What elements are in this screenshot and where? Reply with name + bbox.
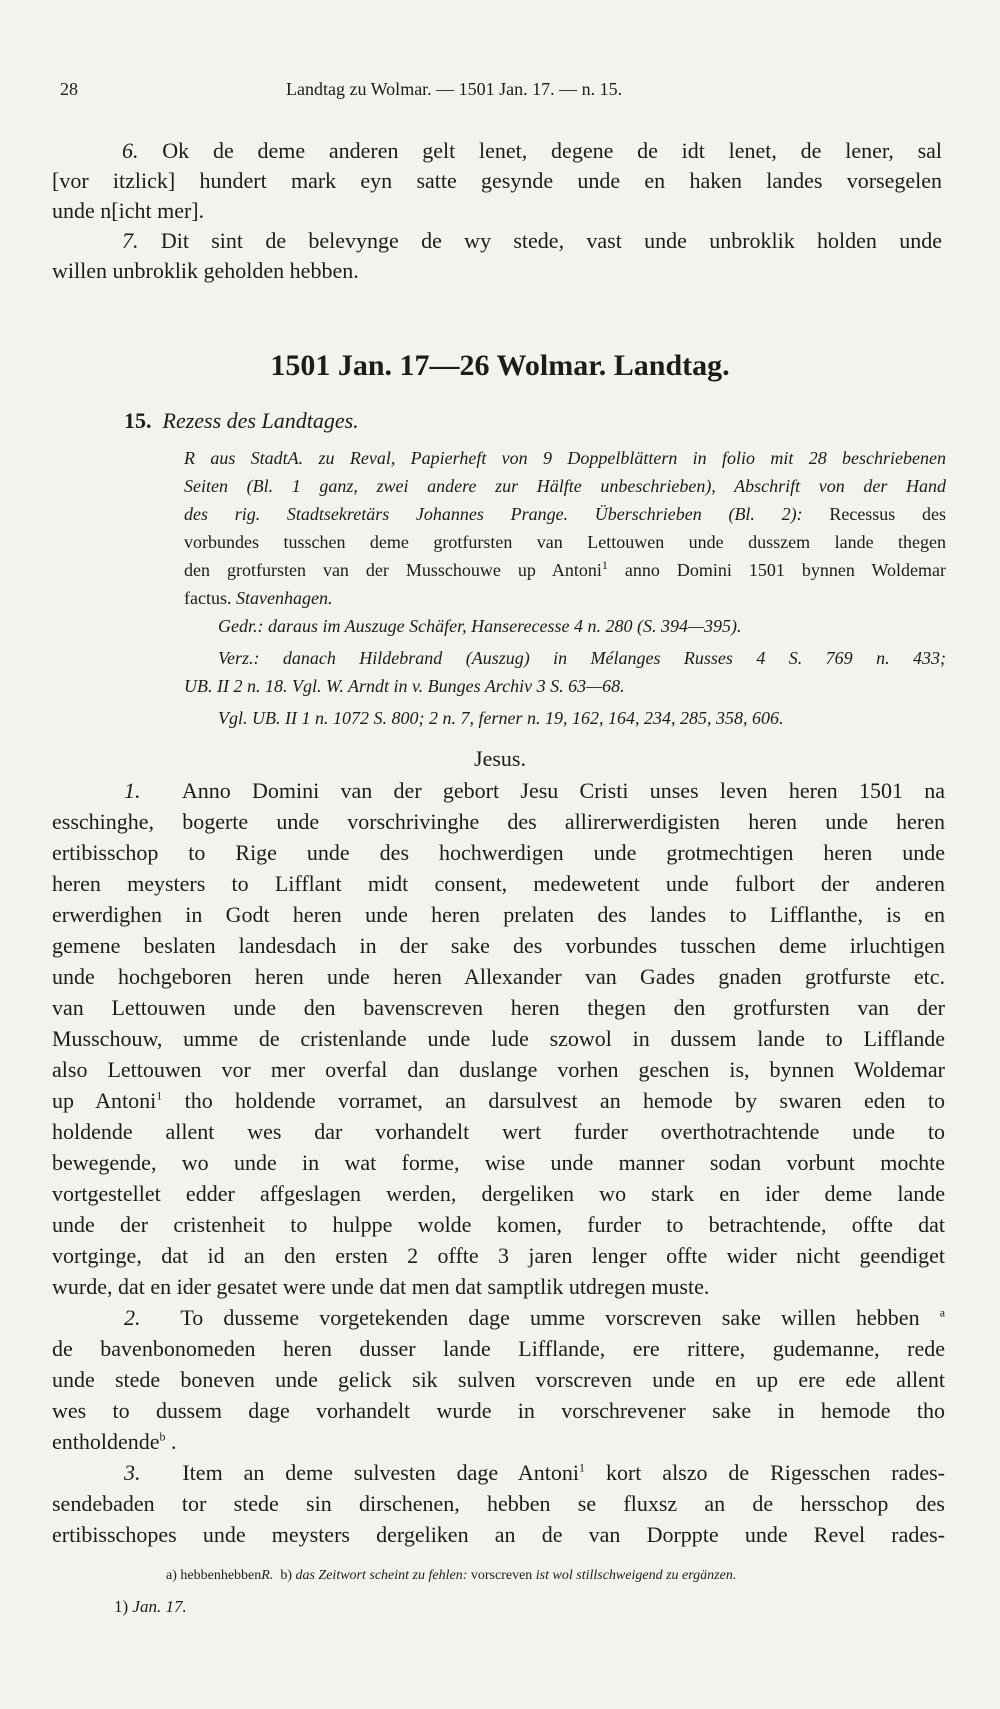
body-line: vortginge, dat id an den ersten 2 offte 3 jaren lenger offte wider nicht geendiget [52,1243,945,1268]
paragraph-6-line: 6. Ok de deme anderen gelt lenet, degene de idt lenet, de lener, sal [122,138,943,163]
body-line: de bavenbonomeden heren dusser lande Lifflande, ere rittere, gudemanne, rede [52,1336,945,1361]
body-line: bewegende, wo unde in wat forme, wise unde manner sodan vorbunt mochte [52,1150,945,1175]
body-line: unde der cristenheit to hulppe wolde komen, furder to betrachtende, offte dat [52,1212,945,1237]
body-line: ertibisschopes unde meysters dergeliken an de van Dorppte unde Revel rades- [52,1522,945,1547]
body-line: Musschouw, umme de cristenlande unde lude szowol in dussem lande to Lifflande [52,1026,945,1051]
source-line: R aus StadtA. zu Reval, Papierheft von 9 Doppelblättern in folio mit 28 beschriebenen [184,448,946,468]
source-line: des rig. Stadtsekretärs Johannes Prange. Überschrieben (Bl. 2): Recessus des [184,504,947,524]
paragraph-3-line: 3. Item an deme sulvesten dage Antoni$^1$ kort alszo de Rigesschen rades- [124,1460,945,1485]
doc-heading [124,406,359,436]
verz-line: UB. II 2 n. 18. Vgl. W. Arndt in v. Bunges Archiv 3 S. 63—68. [184,676,625,696]
invocation: Jesus. [474,746,526,771]
running-title: Landtag zu Wolmar. — 1501 Jan. 17. — n. 15. [286,79,623,99]
body-line: erwerdighen in Godt heren unde heren prelaten des landes to Lifflanthe, is en [52,902,945,927]
paragraph-line: unde n[icht mer]. [52,198,205,223]
gedr-note: Gedr.: daraus im Auszuge Schäfer, Hanserecesse 4 n. 280 (S. 394—395). [218,616,742,636]
body-line: vortgestellet edder affgeslagen werden, dergeliken wo stark en ider deme lande [52,1181,945,1206]
paragraph-line: [vor itzlick] hundert mark eyn satte gesynde unde en haken landes vorsegelen [52,168,942,193]
body-line: unde stede boneven unde gelick sik sulven vorscreven unde en up ere ede allent [52,1367,945,1392]
body-line: heren meysters to Lifflant midt consent, medewetent unde fulbort der anderen [52,871,945,896]
doc-number: 15. [124,408,152,433]
body-line: wurde, dat en ider gesatet were unde dat men dat samptlik utdregen muste. [52,1274,710,1299]
body-line: sendebaden tor stede sin dirschenen, hebben se fluxsz an de hersschop des [52,1491,945,1516]
body-line: gemene beslaten landesdach in der sake des vorbundes tusschen deme irluchtigen [52,933,945,958]
source-line: vorbundes tusschen deme grotfursten van Lettouwen unde dusszem lande thegen [184,532,946,552]
body-line: van Lettouwen unde den bavenscreven heren thegen den grotfursten van der [52,995,945,1020]
footnote-1: 1) Jan. 17. [114,1597,187,1616]
source-line: factus. Stavenhagen. [184,588,333,608]
body-line: unde hochgeboren heren unde heren Allexander van Gades gnaden grotfurste etc. [52,964,945,989]
verz-line: Verz.: danach Hildebrand (Auszug) in Mélanges Russes 4 S. 769 n. 433; [218,648,946,668]
page-number: 28 [60,79,78,99]
paragraph-2-line: 2. To dusseme vorgetekenden dage umme vorscreven sake willen hebben $^a$ [124,1305,946,1330]
source-line: Seiten (Bl. 1 ganz, zwei andere zur Hälfte unbeschrieben), Abschrift von der Hand [184,476,946,496]
footnote-a-b: a) hebbenhebbenR. b) das Zeitwort scheint zu fehlen: vorscreven ist wol stillschweigend zu ergänzen. [166,1568,737,1583]
body-line: also Lettouwen vor mer overfal dan duslange vorhen geschen is, bynnen Woldemar [52,1057,945,1082]
body-line: wes to dussem dage vorhandelt wurde in vorschrevener sake in hemode tho [52,1398,945,1423]
vgl-note: Vgl. UB. II 1 n. 1072 S. 800; 2 n. 7, ferner n. 19, 162, 164, 234, 285, 358, 606. [218,708,784,728]
source-line: den grotfursten van der Musschouwe up Antoni$^1$ anno Domini 1501 bynnen Woldemar [184,558,947,580]
paragraph-line: willen unbroklik geholden hebben. [52,258,359,283]
body-line: up Antoni$^1$ tho holdende vorramet, an darsulvest an hemode by swaren eden to [52,1088,945,1113]
body-line: esschinghe, bogerte unde vorschrivinghe des allirerwerdigisten heren unde heren [52,809,945,834]
doc-title: Rezess des Landtages. [162,408,359,433]
paragraph-1-line: 1. Anno Domini van der gebort Jesu Cristi unses leven heren 1501 na [124,778,945,803]
body-line: holdende allent wes dar vorhandelt wert furder overthotrachtende unde to [52,1119,945,1144]
paragraph-7-line: 7. Dit sint de belevynge de wy stede, vast unde unbroklik holden unde [122,228,942,253]
body-line: entholdende$^b$ . [52,1429,177,1454]
section-title: 1501 Jan. 17—26 Wolmar. Landtag. [270,349,730,382]
body-line: ertibisschop to Rige unde des hochwerdigen unde grotmechtigen heren unde [52,840,945,865]
